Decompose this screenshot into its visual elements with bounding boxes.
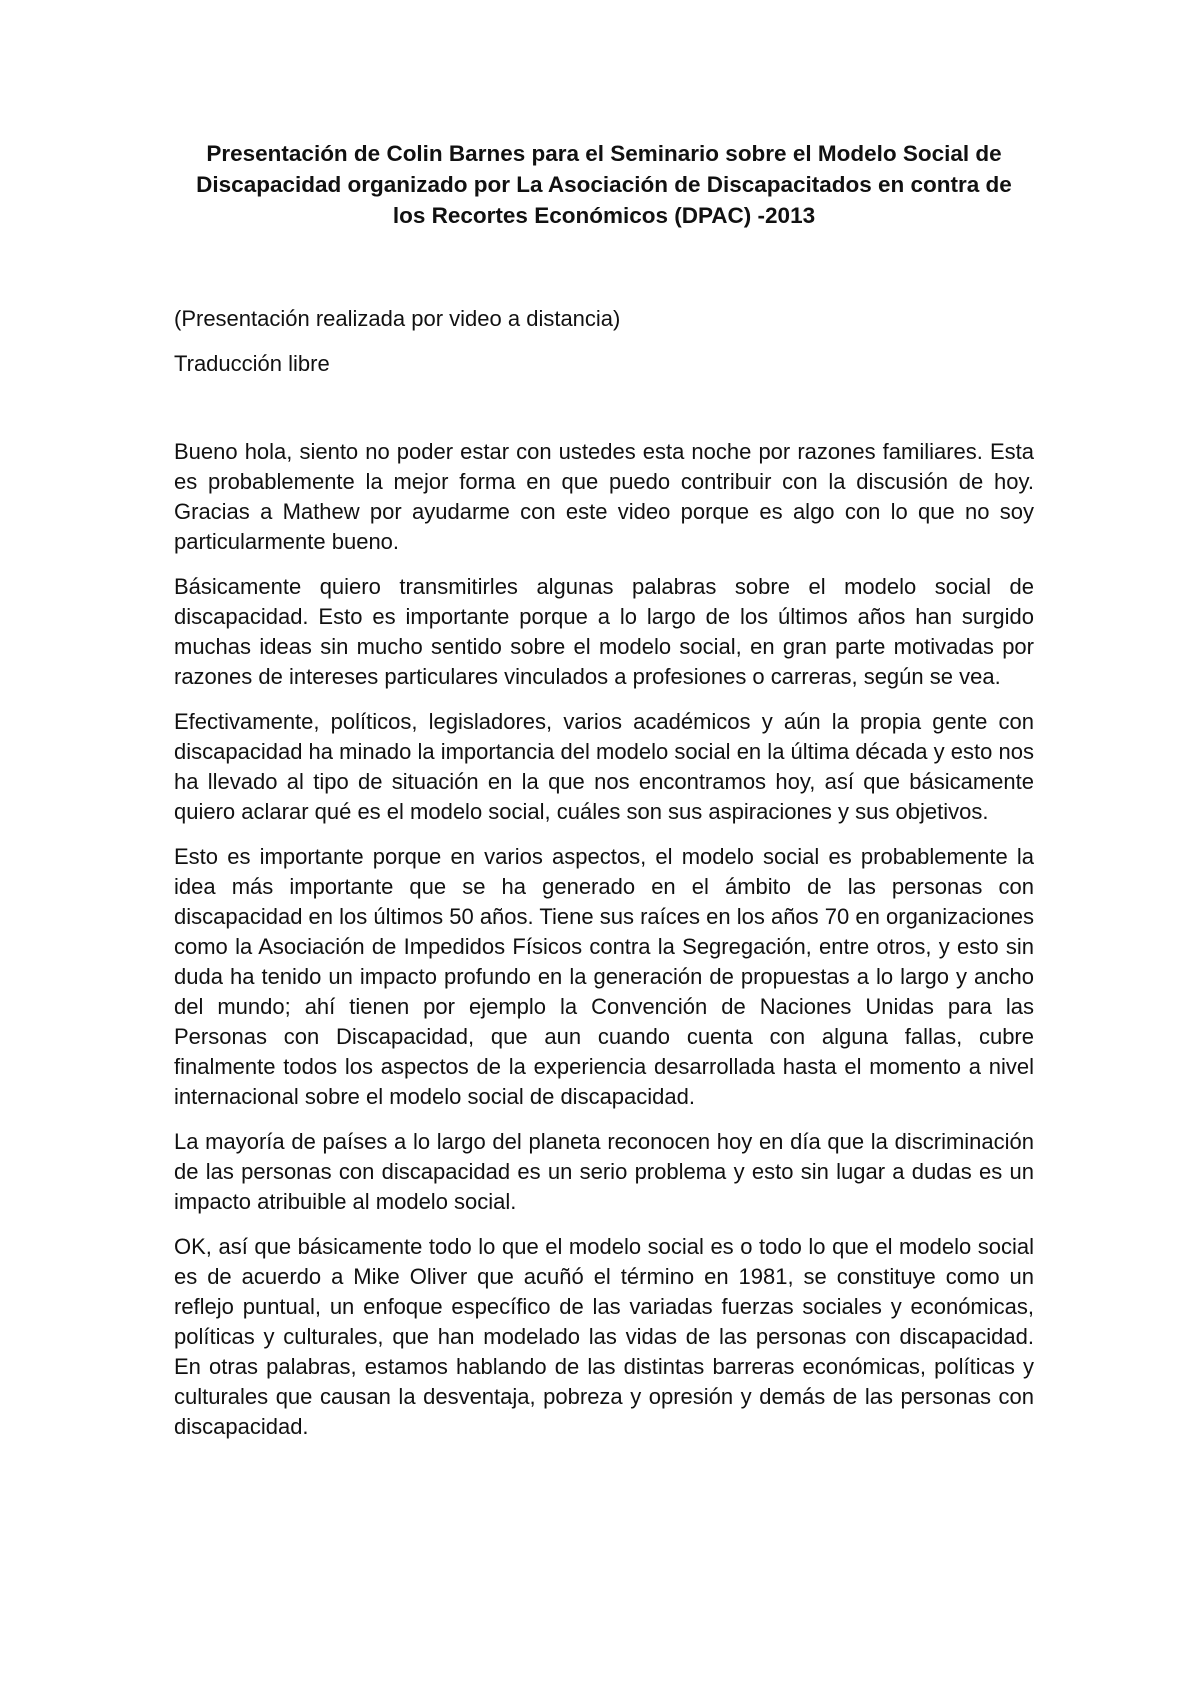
document-content — [174, 138, 1034, 1442]
presentation-note: (Presentación realizada por video a distancia) — [174, 306, 621, 331]
body-paragraph: Bueno hola, siento no poder estar con ustedes esta noche por razones familiares. Esta es probablemente la mejor forma en que puedo contribuir con la discusión de hoy. Gracias a Mathew por ayudarme con este video porque es algo con lo que no soy particularmente bueno. — [174, 439, 1034, 554]
translation-note: Traducción libre — [174, 351, 330, 376]
body-paragraph: OK, así que básicamente todo lo que el modelo social es o todo lo que el modelo social es de acuerdo a Mike Oliver que acuñó el término en 1981, se constituye como un reflejo puntual, un enfoque específico de las variadas fuerzas sociales y económicas, políticas y culturales, que han modelado las vidas de las personas con discapacidad. En otras palabras, estamos hablando de las distintas barreras económicas, políticas y culturales que causan la desventaja, pobreza y opresión y demás de las personas con discapacidad. — [174, 1234, 1034, 1439]
document-title: Presentación de Colin Barnes para el Seminario sobre el Modelo Social de Discapacidad organizado por La Asociación de Discapacitados en contra de los Recortes Económicos (DPAC) -2013 — [196, 141, 1012, 228]
body-paragraph: Básicamente quiero transmitirles algunas palabras sobre el modelo social de discapacidad. Esto es importante porque a lo largo de los últimos años han surgido muchas ideas sin mucho sentido sobre el modelo social, en gran parte motivadas por razones de intereses particulares vinculados a profesiones o carreras, según se vea. — [174, 574, 1034, 689]
body-paragraph: La mayoría de países a lo largo del planeta reconocen hoy en día que la discriminación de las personas con discapacidad es un serio problema y esto sin lugar a dudas es un impacto atribuible al modelo social. — [174, 1129, 1034, 1214]
body-paragraph: Efectivamente, políticos, legisladores, varios académicos y aún la propia gente con discapacidad ha minado la importancia del modelo social en la última década y esto nos ha llevado al tipo de situación en la que nos encontramos hoy, así que básicamente quiero aclarar qué es el modelo social, cuáles son sus aspiraciones y sus objetivos. — [174, 709, 1034, 824]
body-paragraph: Esto es importante porque en varios aspectos, el modelo social es probablemente la idea más importante que se ha generado en el ámbito de las personas con discapacidad en los últimos 50 años. Tiene sus raíces en los años 70 en organizaciones como la Asociación de Impedidos Físicos contra la Segregación, entre otros, y esto sin duda ha tenido un impacto profundo en la generación de propuestas a lo largo y ancho del mundo; ahí tienen por ejemplo la Convención de Naciones Unidas para las Personas con Discapacidad, que aun cuando cuenta con alguna fallas, cubre finalmente todos los aspectos de la experiencia desarrollada hasta el momento a nivel internacional sobre el modelo social de discapacidad. — [174, 844, 1034, 1109]
document-body — [174, 437, 1034, 1442]
